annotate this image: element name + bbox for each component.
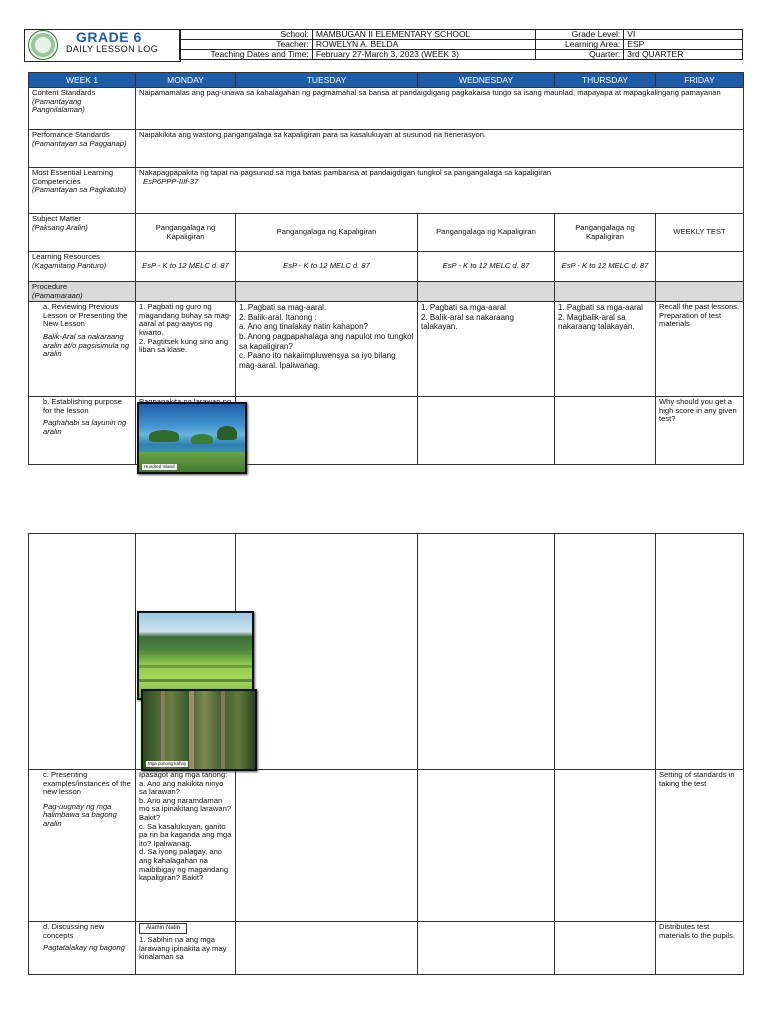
quarter-label: Quarter: — [536, 50, 624, 60]
subject-monday: Pangangalaga ng Kapaligiran — [136, 214, 236, 252]
subject-wednesday: Pangangalaga ng Kapaligiran — [418, 214, 555, 252]
subject-friday: WEEKLY TEST — [656, 214, 744, 252]
dates-label: Teaching Dates and Time: — [180, 50, 313, 60]
image-continuation-row — [29, 534, 744, 770]
grade-level-label: Grade Level: — [536, 30, 624, 40]
hundred-islands-photo — [137, 402, 247, 474]
quarter-value: 3rd QUARTER — [624, 50, 743, 60]
forest-photo — [141, 689, 257, 771]
melc-code: EsP6PPP-IIIf-37 — [143, 176, 199, 186]
col-monday: MONDAY — [136, 73, 236, 88]
d-sub: Pagtatalakay ng bagong — [43, 943, 125, 953]
d-label: d. Discussing new concepts — [43, 922, 105, 940]
a-friday: Recall the past lessons. Preparation of test materials — [656, 302, 744, 397]
b-friday: Why should you get a high score in any given test? — [656, 397, 744, 465]
a-tuesday: 1. Pagbati sa mag-aaral. 2. Balik-aral. Itanong : a. Ano ang tinalakay natin kahapon? b. Anong pagpapahalaga ang napulot mo tungkol sa kapaligiran? c. Paano ito nakaiimpluwensya sa iyo bilang mag-aaral. Ipaliwanag. — [236, 302, 418, 397]
a-sub: Balik-Aral sa nakaraang aralin at/o pagsisimula ng aralin — [43, 331, 130, 359]
establishing-row — [29, 397, 744, 465]
header-info-table — [179, 29, 743, 60]
school-value: MAMBUGAN II ELEMENTARY SCHOOL — [312, 30, 536, 40]
resources-tuesday: EsP - K to 12 MELC d. 87 — [236, 252, 418, 282]
subject-matter-sub: (Paksang Aralin) — [32, 222, 88, 232]
melc-label: Most Essential Learning Competencies — [32, 168, 114, 186]
presenting-examples-row — [29, 770, 744, 922]
col-tuesday: TUESDAY — [236, 73, 418, 88]
performance-standards-value: Naipakikita ang wastong pangangalaga sa kapaligiran para sa kasalukuyan at susunod na henerasyon. — [136, 130, 744, 168]
c-monday: Ipasagot ang mga tanong: a. Ano ang nakikita ninyo sa larawan? b. Ano ang naramdaman mo sa ipinakitang larawan? Bakit? c. Sa kasalukuyan, ganito pa rin ba kaganda ang mga ito? Ipaliwanag. d. Sa iyong palagay, ano ang kahalagahan na maibibigay ng magandang kapaligiran? Bakit? — [136, 770, 236, 922]
log-title: DAILY LESSON LOG — [66, 44, 159, 54]
content-standards-row — [29, 88, 744, 130]
teacher-label: Teacher: — [180, 40, 313, 50]
melc-row — [29, 168, 744, 214]
content-standards-sub: (Pamantayang Pangnilalaman) — [32, 96, 85, 115]
subject-thursday: Pangangalaga ng Kapaligiran — [555, 214, 656, 252]
resources-monday: EsP - K to 12 MELC d. 87 — [136, 252, 236, 282]
lesson-log-table — [28, 72, 744, 465]
discussing-concepts-row — [29, 922, 744, 975]
col-week: WEEK 1 — [29, 73, 136, 88]
c-label: c. Presenting examples/instances of the new lesson — [43, 770, 131, 797]
d-monday: 1. Sabihin na ang mga larawang ipinakita ay may kinalaman sa — [139, 935, 227, 962]
melc-value: Nakapagpapakita ng tapat na pagsunod sa mga batas pambansa at pandaigdigan tungkol sa pangangalaga sa kapaligiran — [139, 168, 552, 177]
col-thursday: THURSDAY — [555, 73, 656, 88]
forest-caption: Mga punong kahoy — [148, 761, 187, 766]
learning-resources-row — [29, 252, 744, 282]
learning-resources-sub: (Kagamitang Panturo) — [32, 260, 107, 270]
learning-resources-label: Learning Resources — [32, 252, 100, 261]
procedure-row — [29, 282, 744, 302]
resources-friday — [656, 252, 744, 282]
rice-field-photo — [137, 611, 254, 700]
reviewing-row — [29, 302, 744, 397]
melc-sub: (Pamantayan sa Pagkatuto) — [32, 185, 127, 195]
learning-area-value: ESP — [624, 40, 743, 50]
performance-standards-sub: (Pamantayan sa Pagganap) — [32, 138, 127, 148]
performance-standards-row — [29, 130, 744, 168]
teacher-value: ROWELYN A. BELDA — [312, 40, 536, 50]
hundred-islands-caption: Hundred Island — [144, 464, 175, 469]
c-friday: Setting of standards in taking the test — [656, 770, 744, 922]
performance-standards-label: Perfomance Standards — [32, 130, 110, 139]
subject-matter-row — [29, 214, 744, 252]
learning-area-label: Learning Area: — [536, 40, 624, 50]
subject-tuesday: Pangangalaga ng Kapaligiran — [236, 214, 418, 252]
content-standards-label: Content Standards — [32, 88, 96, 97]
col-friday: FRIDAY — [656, 73, 744, 88]
week-header-row — [29, 73, 744, 88]
a-thursday: 1. Pagbati sa mga-aaral 2. Magbalik-aral sa nakaraang talakayan. — [555, 302, 656, 397]
a-monday: 1. Pagbati ng guro ng magandang buhay sa mag-aaral at pag-aayos ng kwarto. 2. Pagtitsek kung sino ang liban sa klase. — [136, 302, 236, 397]
a-label: a. Reviewing Previous Lesson or Presenting the New Lesson — [43, 302, 128, 329]
d-friday: Distributes test materials to the pupils. — [656, 922, 744, 975]
b-label: b. Establishing purpose for the lesson — [43, 397, 122, 415]
content-standards-value: Naipamamalas ang pag-unawa sa kahalagahan ng pagmamahal sa bansa at pandaigdigang pagkakaisa tungo sa isang maunlad, mapayapa at mapagkalingang pamayanan — [136, 88, 744, 130]
deped-seal-icon — [28, 30, 58, 60]
col-wednesday: WEDNESDAY — [418, 73, 555, 88]
grade-level-value: VI — [624, 30, 743, 40]
lesson-log-table-page2 — [28, 533, 744, 975]
procedure-sub: (Pamamaraan) — [32, 290, 83, 300]
resources-thursday: EsP - K to 12 MELC d. 87 — [555, 252, 656, 282]
grade-title: GRADE 6 — [76, 29, 142, 45]
subject-matter-label: Subject Matter — [32, 214, 81, 223]
school-label: School: — [180, 30, 313, 40]
resources-wednesday: EsP - K to 12 MELC d. 87 — [418, 252, 555, 282]
procedure-label: Procedure — [32, 282, 68, 291]
c-sub: Pag-uugnay ng mga halimbawa sa bagong aralin — [43, 801, 117, 828]
dates-value: February 27-March 3, 2023 (WEEK 3) — [312, 50, 536, 60]
a-wednesday: 1. Pagbati sa mga-aaral 2. Balik-aral sa nakaraang talakayan. — [418, 302, 555, 397]
b-sub: Paghahabi sa layunin ng aralin — [43, 418, 127, 436]
alamin-natin-box: Alamin Natin — [139, 923, 187, 934]
